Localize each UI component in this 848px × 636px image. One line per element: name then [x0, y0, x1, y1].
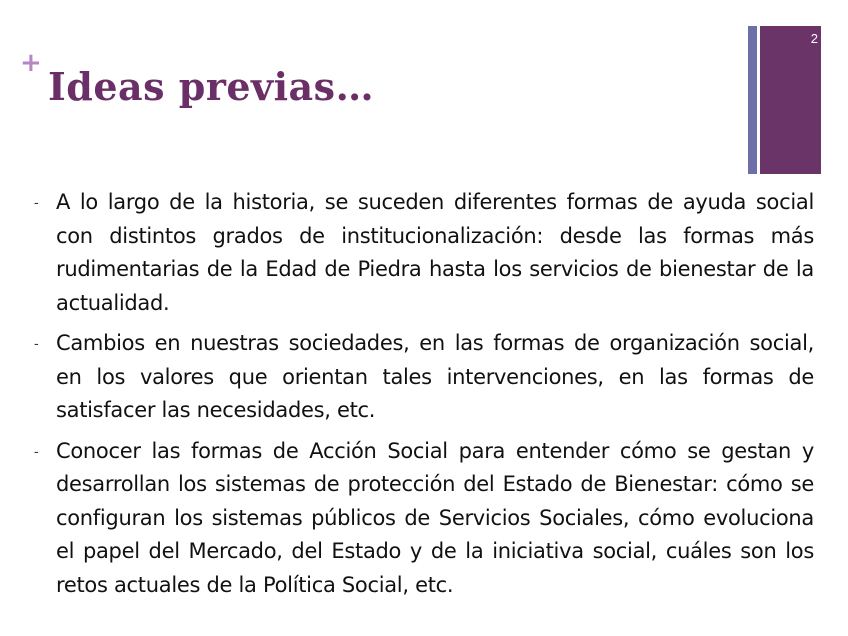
bullet-dash: - — [34, 194, 39, 210]
page-number: 2 — [810, 31, 818, 46]
bullet-item — [30, 327, 814, 428]
bullet-item — [30, 435, 814, 603]
bullet-text: Cambios en nuestras sociedades, en las formas de organización social, en los valores que orientan tales intervenciones, en las formas de satisfacer las necesidades, etc. — [56, 331, 814, 422]
bullet-dash: - — [34, 335, 39, 351]
bullet-text: Conocer las formas de Acción Social para entender cómo se gestan y desarrollan los sistemas de protección del Estado de Bienestar: cómo se configuran los sistemas públicos de Servicios Sociales, cómo evoluciona el papel del Mercado, del Estado y de la iniciativa social, cuáles son los retos actuales de la Política Social, etc. — [56, 438, 814, 597]
bullet-dash: - — [34, 442, 39, 459]
plus-icon: + — [20, 48, 42, 78]
slide-title: Ideas previas… — [48, 64, 375, 109]
bullet-item — [30, 186, 814, 320]
accent-bar-wide — [760, 26, 821, 174]
accent-bar-thin — [748, 26, 757, 174]
bullet-list — [30, 186, 814, 609]
bullet-text: A lo largo de la historia, se suceden diferentes formas de ayuda social con distintos grados de institucionalización: desde las formas más rudimentarias de la Edad de Piedra hasta los servicios de bienestar de la actualidad. — [56, 190, 814, 315]
